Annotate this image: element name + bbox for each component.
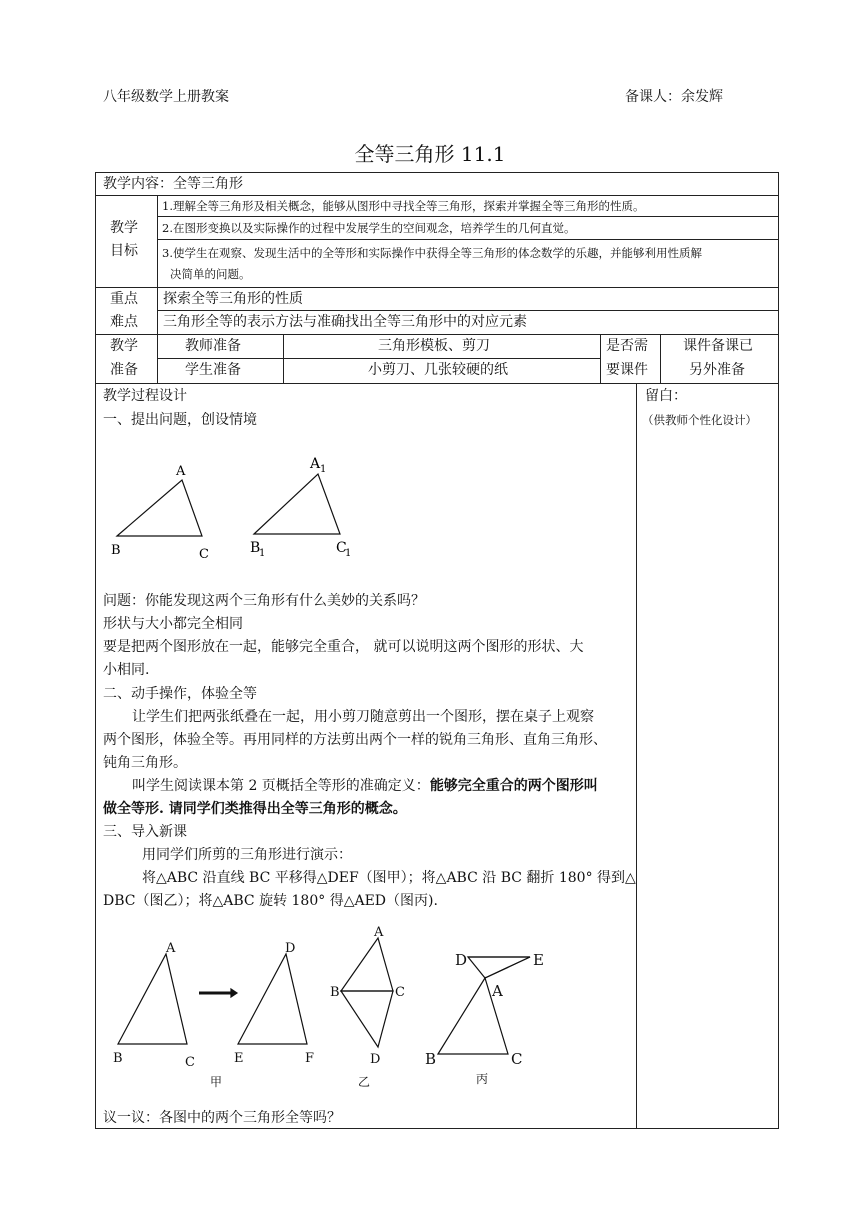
label-a: A bbox=[176, 464, 186, 479]
label-b1-sub: 1 bbox=[259, 548, 266, 559]
label-f-jia: F bbox=[305, 1051, 315, 1066]
para-1b: 两个图形，体验全等。再用同样的方法剪出两个一样的锐角三角形、直角三角形、 bbox=[103, 732, 607, 748]
triangle-abc-jia bbox=[118, 954, 187, 1044]
section-2-heading: 二、动手操作，体验全等 bbox=[103, 686, 257, 702]
para-3: 用同学们所剪的三角形进行演示： bbox=[142, 847, 352, 863]
arrow-head bbox=[231, 989, 237, 997]
goal-2: 2.在图形变换以及实际操作的过程中发展学生的空间观念，培养学生的几何直觉。 bbox=[162, 221, 576, 235]
para-2b bbox=[103, 799, 407, 819]
answer-2b: 小相同. bbox=[103, 662, 150, 678]
label-e-bing: E bbox=[533, 951, 544, 969]
doc-header-left: 八年级数学上册教案 bbox=[103, 89, 229, 105]
label-a1-sub: 1 bbox=[320, 464, 327, 475]
goal-3a: 3.使学生在观察、发现生活中的全等形和实际操作中获得全等三角形的体念数学的乐趣，并能够利用性质解 bbox=[162, 246, 702, 260]
label-c: C bbox=[199, 547, 209, 562]
caption-yi: 乙 bbox=[358, 1075, 371, 1089]
para-2a bbox=[132, 776, 598, 796]
student-prep-items: 小剪刀、几张较硬的纸 bbox=[368, 362, 508, 378]
need-courseware-2: 要课件 bbox=[606, 362, 648, 378]
page-title: 全等三角形 11.1 bbox=[354, 142, 506, 166]
key-label: 重点 bbox=[110, 291, 138, 307]
goals-label-2: 目标 bbox=[110, 243, 138, 259]
label-b-yi: B bbox=[330, 985, 340, 1000]
label-b-jia: B bbox=[113, 1051, 123, 1066]
para-1a: 让学生们把两张纸叠在一起，用小剪刀随意剪出一个图形，摆在桌子上观察 bbox=[132, 709, 594, 725]
label-d-yi: D bbox=[370, 1052, 381, 1067]
prep-label-2: 准备 bbox=[110, 362, 138, 378]
goal-1: 1.理解全等三角形及相关概念，能够从图形中寻找全等三角形，探索并掌握全等三角形的性质。 bbox=[162, 199, 645, 213]
caption-bing: 丙 bbox=[476, 1072, 489, 1086]
triangle-aed-bing bbox=[468, 957, 530, 978]
diff-label: 难点 bbox=[110, 314, 138, 330]
label-d-bing: D bbox=[455, 951, 468, 969]
question-1: 问题：你能发现这两个三角形有什么美妙的关系吗？ bbox=[103, 593, 425, 609]
courseware-note-1: 课件备课已 bbox=[683, 338, 753, 354]
para-4b: DBC（图乙）；将△ABC 旋转 180° 得△AED（图丙). bbox=[103, 893, 438, 909]
doc-header-right: 备课人：余发辉 bbox=[625, 89, 723, 105]
label-c-bing: C bbox=[511, 1050, 523, 1068]
goal-3b: 决简单的问题。 bbox=[170, 267, 251, 281]
triangle-dbc-yi bbox=[341, 991, 393, 1047]
section-3-heading: 三、导入新课 bbox=[103, 824, 187, 840]
label-c1-sub: 1 bbox=[345, 548, 352, 559]
content-label: 教学内容：全等三角形 bbox=[103, 176, 243, 192]
answer-1: 形状与大小都完全相同 bbox=[103, 616, 243, 632]
para-2a-normal: 叫学生阅读课本第 2 页概括全等形的准确定义： bbox=[132, 778, 430, 794]
diff-text: 三角形全等的表示方法与准确找出全等三角形中的对应元素 bbox=[163, 314, 527, 330]
label-a-bing: A bbox=[492, 982, 503, 1000]
label-a-yi: A bbox=[374, 925, 384, 940]
label-e-jia: E bbox=[234, 1051, 244, 1066]
discussion-question: 议一议：各图中的两个三角形全等吗？ bbox=[103, 1110, 341, 1126]
para-2b-bold: 做全等形. 请同学们类推得出全等三角形的概念。 bbox=[103, 801, 407, 817]
caption-jia: 甲 bbox=[210, 1075, 223, 1089]
margin-title: 留白： bbox=[645, 388, 687, 404]
para-4a: 将△ABC 沿直线 BC 平移得△DEF（图甲）；将△ABC 沿 BC 翻折 180° 得到△ bbox=[142, 870, 636, 886]
goals-label-1: 教学 bbox=[110, 220, 138, 236]
label-c-yi: C bbox=[395, 985, 405, 1000]
margin-note: （供教师个性化设计） bbox=[642, 413, 757, 427]
courseware-note-2: 另外准备 bbox=[689, 362, 745, 378]
label-c-jia: C bbox=[185, 1055, 195, 1070]
need-courseware-1: 是否需 bbox=[606, 338, 648, 354]
label-c1: C bbox=[336, 540, 347, 556]
section-1-heading: 一、提出问题，创设情境 bbox=[103, 412, 257, 428]
teacher-prep-items: 三角形模板、剪刀 bbox=[378, 338, 490, 354]
student-prep-label: 学生准备 bbox=[185, 362, 241, 378]
label-d-jia: D bbox=[285, 941, 296, 956]
para-1c: 钝角三角形。 bbox=[103, 755, 187, 771]
key-text: 探索全等三角形的性质 bbox=[163, 291, 303, 307]
prep-label-1: 教学 bbox=[110, 338, 138, 354]
triangle-def bbox=[238, 954, 307, 1044]
process-title: 教学过程设计 bbox=[103, 388, 187, 404]
label-b-bing: B bbox=[425, 1050, 437, 1068]
figure-two-triangles bbox=[100, 450, 380, 565]
label-b: B bbox=[111, 543, 121, 558]
para-2a-bold: 能够完全重合的两个图形叫 bbox=[429, 778, 598, 794]
triangle-abc bbox=[117, 480, 202, 536]
label-b1: B bbox=[250, 540, 261, 556]
answer-2a: 要是把两个图形放在一起，能够完全重合， 就可以说明这两个图形的形状、大 bbox=[103, 639, 584, 655]
triangle-a1b1c1 bbox=[254, 474, 340, 534]
label-a-jia: A bbox=[166, 941, 176, 956]
figure-transformations bbox=[100, 920, 570, 1095]
label-a1: A bbox=[310, 456, 321, 472]
triangle-abc-yi bbox=[341, 938, 393, 991]
teacher-prep-label: 教师准备 bbox=[185, 338, 241, 354]
